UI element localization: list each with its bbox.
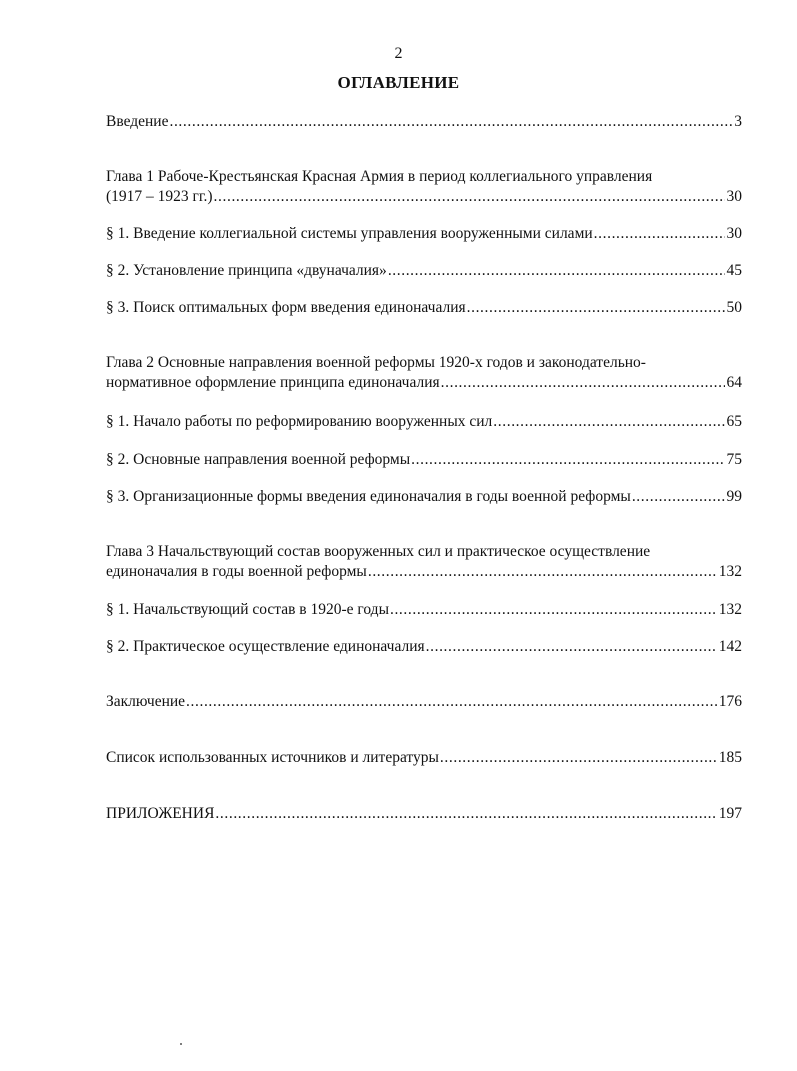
toc-leader-dots bbox=[467, 298, 725, 318]
toc-leader-dots bbox=[390, 600, 717, 620]
toc-entry-title: единоначалия в годы военной реформы bbox=[106, 563, 367, 580]
toc-leader-dots bbox=[169, 112, 732, 132]
toc-entry-conclusion bbox=[106, 692, 742, 712]
toc-leader-dots bbox=[368, 562, 717, 582]
toc-leader-dots bbox=[441, 373, 725, 393]
toc-entry-ch3-section-1 bbox=[106, 600, 742, 620]
toc-entry-page: 132 bbox=[718, 563, 742, 580]
toc-entry-sources bbox=[106, 748, 742, 768]
toc-entry-page: 99 bbox=[726, 488, 742, 505]
toc-entry-title: § 2. Установление принципа «двуначалия» bbox=[106, 262, 387, 279]
toc-entry-page: 30 bbox=[726, 225, 742, 242]
toc-entry-page: 3 bbox=[734, 113, 742, 130]
toc-entry-ch3-section-2 bbox=[106, 637, 742, 657]
toc-entry-page: 50 bbox=[726, 299, 742, 316]
toc-entry-title: § 1. Начало работы по реформированию вооруженных сил bbox=[106, 413, 493, 430]
toc-entry-page: 176 bbox=[718, 693, 742, 710]
toc-entry-title: Список использованных источников и литературы bbox=[106, 749, 439, 766]
toc-entry-title: нормативное оформление принципа единоначалия bbox=[106, 374, 440, 391]
toc-entry-title: § 2. Практическое осуществление единоначалия bbox=[106, 638, 425, 655]
toc-entry-ch1-section-3 bbox=[106, 298, 742, 318]
toc-leader-dots bbox=[440, 748, 717, 768]
toc-entry-ch1-section-1 bbox=[106, 224, 742, 244]
toc-leader-dots bbox=[388, 261, 725, 281]
toc-leader-dots bbox=[426, 637, 717, 657]
scan-speck bbox=[180, 1043, 182, 1045]
toc-entry-chapter-2 bbox=[106, 353, 742, 393]
toc-entry-title: § 2. Основные направления военной реформы bbox=[106, 451, 411, 468]
toc-entry-title-line1: Глава 1 Рабоче-Крестьянская Красная Армия в период коллегиального управления bbox=[106, 168, 653, 185]
toc-entry-appendices bbox=[106, 804, 742, 824]
toc-entry-page: 185 bbox=[718, 749, 742, 766]
toc-entry-page: 197 bbox=[718, 805, 742, 822]
toc-entry-page: 75 bbox=[726, 451, 742, 468]
toc-entry-title: Заключение bbox=[106, 693, 186, 710]
toc-entry-title-line1: Глава 3 Начальствующий состав вооруженных сил и практическое осуществление bbox=[106, 543, 651, 560]
toc-entry-introduction bbox=[106, 112, 742, 132]
toc-entry-ch1-section-2 bbox=[106, 261, 742, 281]
toc-entry-title: § 3. Поиск оптимальных форм введения единоначалия bbox=[106, 299, 466, 316]
page-title: ОГЛАВЛЕНИЕ bbox=[337, 73, 460, 92]
toc-entry-ch2-section-1 bbox=[106, 412, 742, 432]
toc-leader-dots bbox=[493, 412, 724, 432]
toc-entry-title: § 3. Организационные формы введения единоначалия в годы военной реформы bbox=[106, 488, 631, 505]
toc-leader-dots bbox=[632, 487, 725, 507]
toc-entry-chapter-3 bbox=[106, 542, 742, 582]
toc-entry-page: 64 bbox=[726, 374, 742, 391]
toc-entry-page: 30 bbox=[726, 188, 742, 205]
toc-leader-dots bbox=[186, 692, 717, 712]
toc-entry-ch2-section-2 bbox=[106, 450, 742, 470]
toc-entry-title: (1917 – 1923 гг.) bbox=[106, 188, 213, 205]
toc-leader-dots bbox=[411, 450, 724, 470]
page-number: 2 bbox=[394, 45, 403, 62]
toc-entry-ch2-section-3 bbox=[106, 487, 742, 507]
toc-entry-page: 132 bbox=[718, 601, 742, 618]
toc-entry-title: ПРИЛОЖЕНИЯ bbox=[106, 805, 215, 822]
toc-entry-chapter-1 bbox=[106, 167, 742, 207]
toc-entry-page: 142 bbox=[718, 638, 742, 655]
toc-entry-title: § 1. Введение коллегиальной системы управления вооруженными силами bbox=[106, 225, 593, 242]
toc-leader-dots bbox=[214, 187, 725, 207]
toc-leader-dots bbox=[215, 804, 716, 824]
toc-entry-title: § 1. Начальствующий состав в 1920-е годы bbox=[106, 601, 389, 618]
toc-entry-title-line1: Глава 2 Основные направления военной реформы 1920-х годов и законодательно- bbox=[106, 354, 646, 371]
toc-entry-page: 65 bbox=[726, 413, 742, 430]
toc-leader-dots bbox=[594, 224, 725, 244]
toc-entry-page: 45 bbox=[726, 262, 742, 279]
toc-entry-title: Введение bbox=[106, 113, 169, 130]
